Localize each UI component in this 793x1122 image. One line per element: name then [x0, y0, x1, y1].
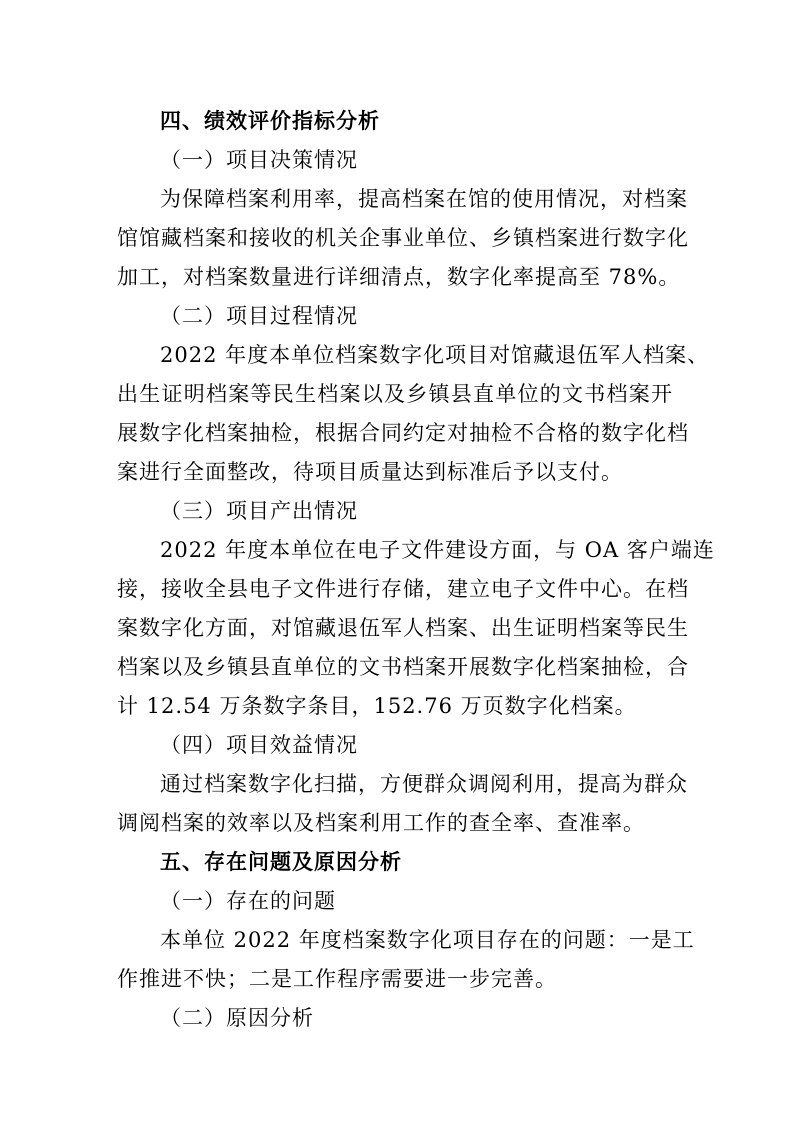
subheading-4-3: （三）项目产出情况 [160, 499, 358, 523]
subheading-4-1: （一）项目决策情况 [160, 148, 358, 172]
paragraph-line: 档案以及乡镇县直单位的文书档案开展数字化档案抽检，合 [117, 655, 689, 679]
subheading-5-1: （一）存在的问题 [160, 889, 336, 913]
paragraph-line: 调阅档案的效率以及档案利用工作的查全率、查准率。 [117, 811, 645, 835]
paragraph-line: 案进行全面整改，待项目质量达到标准后予以支付。 [117, 460, 623, 484]
section-heading-4: 四、绩效评价指标分析 [160, 109, 380, 133]
paragraph-line: 为保障档案利用率，提高档案在馆的使用情况，对档案 [160, 187, 688, 211]
paragraph-line: 案数字化方面，对馆藏退伍军人档案、出生证明档案等民生 [117, 616, 689, 640]
paragraph-line: 通过档案数字化扫描，方便群众调阅利用，提高为群众 [160, 772, 688, 796]
subheading-5-2: （二）原因分析 [160, 1006, 314, 1030]
section-heading-5: 五、存在问题及原因分析 [160, 850, 402, 874]
paragraph-line: 展数字化档案抽检，根据合同约定对抽检不合格的数字化档 [117, 421, 689, 445]
paragraph-line: 出生证明档案等民生档案以及乡镇县直单位的文书档案开 [117, 382, 673, 406]
paragraph-line: 加工，对档案数量进行详细清点，数字化率提高至 78%。 [117, 265, 681, 289]
paragraph-line: 计 12.54 万条数字条目，152.76 万页数字化档案。 [117, 694, 637, 718]
subheading-4-4: （四）项目效益情况 [160, 733, 358, 757]
paragraph-line: 作推进不快；二是工作程序需要进一步完善。 [117, 967, 557, 991]
paragraph-line: 2022 年度本单位在电子文件建设方面，与 OA 客户端连 [160, 538, 715, 562]
paragraph-line: 本单位 2022 年度档案数字化项目存在的问题：一是工 [160, 928, 695, 952]
paragraph-line: 馆馆藏档案和接收的机关企事业单位、乡镇档案进行数字化 [117, 226, 689, 250]
paragraph-line: 2022 年度本单位档案数字化项目对馆藏退伍军人档案、 [160, 343, 710, 367]
subheading-4-2: （二）项目过程情况 [160, 304, 358, 328]
paragraph-line: 接，接收全县电子文件进行存储，建立电子文件中心。在档 [117, 577, 689, 601]
